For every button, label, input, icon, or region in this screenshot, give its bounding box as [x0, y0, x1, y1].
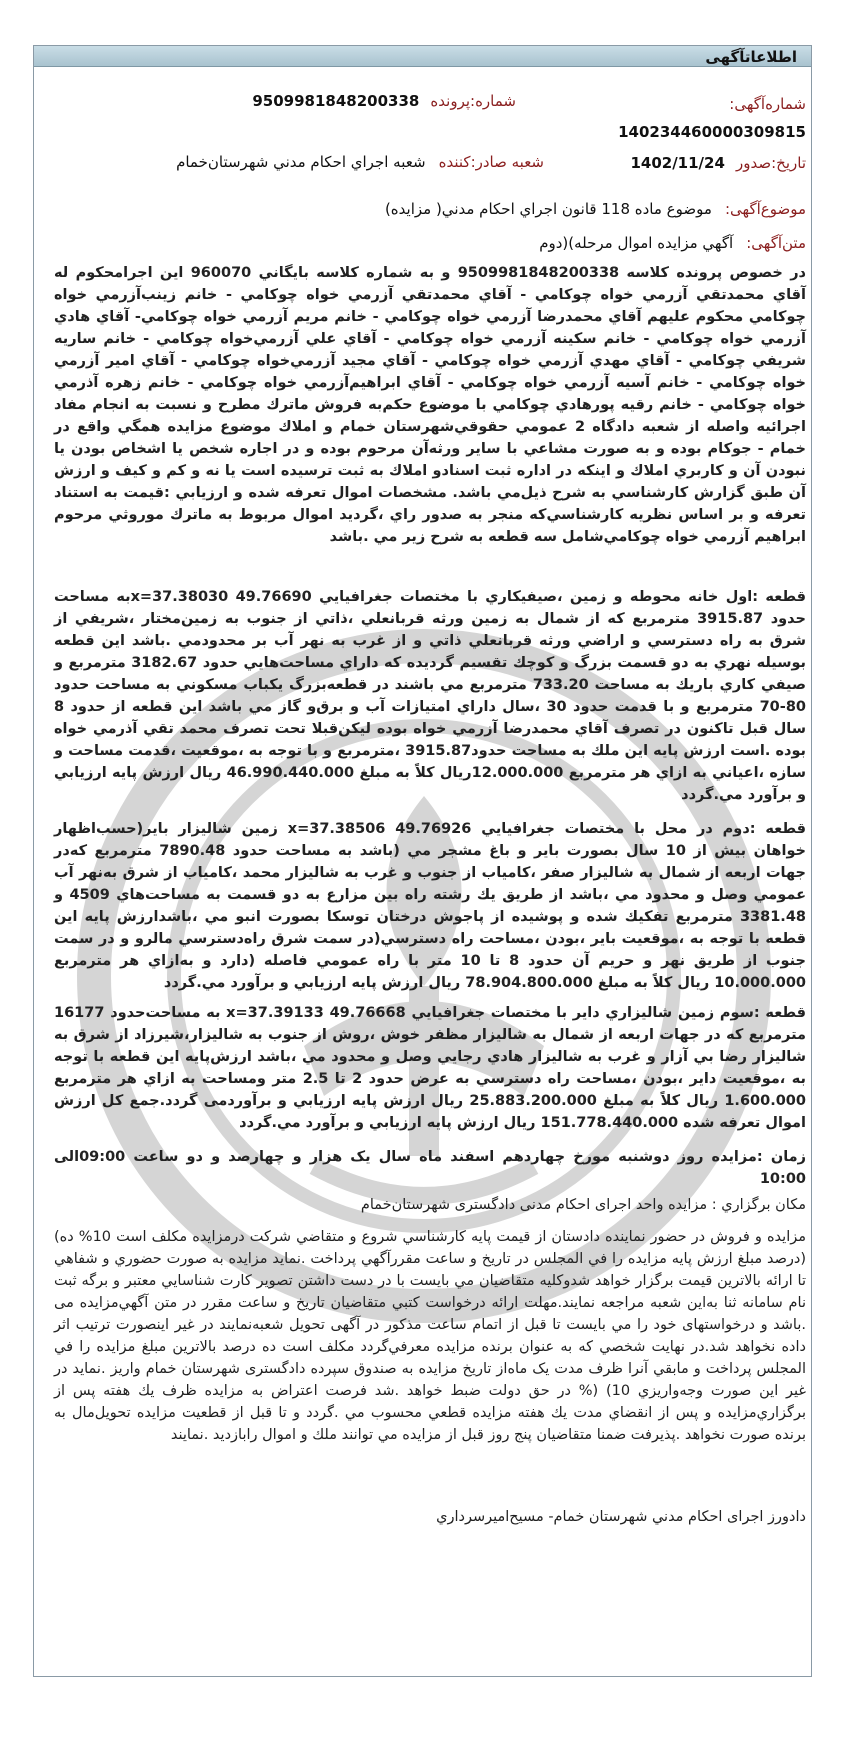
- auction-conditions: مزايده و فروش در حضور نماينده دادستان از قيمت پايه كارشناسي شروع و متقاضي شركت درمزايده مكلف است 10% ده) (درصد مبلغ ارزش پايه مزايده را في المجلس در تاريخ و ساعت مقررآگهي پرداخت .نمايد مزايده به صورت حضوري و شفاهي تا ارائه بالاترين قيمت برگزار خواهد شدوكليه متقاضيان مي بايست با در دست داشتن تصوير كارت شناسايي معتبر و برگه ثبت نام سامانه ثنا به‌اين شعبه مراجعه نمايند.مهلت ارائه درخواست كتبي متقاضيان تاريخ و ساعت مقرر در متن آگهي‌مزايده مى .باشد و درخواستهاى خود را مي بايست تا قبل از اتمام ساعت مذكور در آگهى تحويل شعبه‌نمايند در غير اينصورت ترتيب اثر داده نخواهد شد.در نهايت شخصي كه به عنوان برنده مزايده معرفي‌گردد مكلف است ده درصد بالاترين مبلغ مزايده را في المجلس پرداخت و مابقي آنرا ظرف مدت يک ماه‌از تاريخ مزايده به صندوق سپرده دادگسترى شهرستان خمام واريز .نمايد در غير اين صورت وجه‌واريزي 10) (% در حق دولت ضبط خواهد .شد فرصت اعتراض به مزايده ظرف يك هفته پس از برگزاري‌مزايده و پس از انقضاي مدت يك هفته مزايده قطعي محسوب مي .گردد و تا قبل از قطعيت مزايده تحويل‌مال به برنده صورت نخواهد .پذيرفت ضمنا متقاضيان پنج روز قبل از مزايده مي توانند ملك و اموال رابازديد .نمايند: [54, 1229, 806, 1443]
- ad-number-value-row: [618, 122, 806, 141]
- ad-number-row: [729, 94, 806, 113]
- venue-paragraph: [54, 1194, 806, 1216]
- ad-number: 140234460000309815: [618, 123, 806, 141]
- intro-text: در خصوص پرونده كلاسه 9509981848200338 و به شماره كلاسه بايگاني 960070 اين اجرامحكوم له آقاي محمدتقي آزرمي خواه چوكامي - آقاي محمدتقي آزرمي خواه چوكامي - خانم زينب‌آزرمي خواه چوكامي محكوم عليهم آقاي محمدرضا آزرمي خواه چوكامي - خانم مريم آزرمي خواه چوكامي- آقاي هادي آزرمي خواه چوكامي - خانم سكينه آزرمي خواه چوكامي - آقاي علي آزرمي‌خواه چوكامي - خانم ساريه شريفي چوكامي - آقاي مهدي آزرمي خواه چوكامي - آقاي مجيد آزرمي‌خواه چوكامي - آقاي امير آزرمي خواه چوكامي - خانم آسيه آزرمي خواه چوكامي - آقاي ابراهيم‌آزرمي خواه چوكامي - خانم زهره آذرمي خواه چوكامي - خانم رقيه پورهادي چوكامي با موضوع حكم‌به فروش ماترك مطرح و نسبت به انجام مفاد اجرائيه واصله از شعبه دادگاه 2 عمومي حقوقي‌شهرستان خمام و املاك موضوع مزايده همگي واقع در خمام - جوكام بوده و به صورت مشاعي با ساير ورثه‌آن مرحوم بوده و در اجاره شخص يا اشخاص بودن يا نبودن آن و كاربري املاك و اينكه در اداره ثبت اسنادو املاك به ثبت ترسيده است يا نه و كم و كيف و ارزش آن طبق گزارش كارشناسي به شرح ذيل‌مي باشد. مشخصات اموال تعرفه شده و ارزيابي :قيمت به استناد تعرفه و بر اساس نظريه كارشناسي‌كه منجر به صدور راي ،گرديد اموال مربوط به ماترك موروثي مرحوم ابراهيم آزرمي خواه چوكامي‌شامل سه قطعه به شرح زير مي .باشد: [54, 265, 807, 545]
- signature: دادورز اجراى احكام مدني شهرستان خمام- مسيح‌اميرسرداري: [436, 1509, 806, 1525]
- time-paragraph: [54, 1146, 806, 1190]
- panel-title: اطلاعاتآگهی: [705, 48, 797, 66]
- auction-venue: مکان برگزاري : مزايده واحد اجراى احكام مدنى دادگسترى شهرستان‌خمام: [360, 1197, 806, 1213]
- subject: موضوع ماده 118 قانون اجراي احكام مدني( مزايده): [384, 200, 712, 218]
- signature-paragraph: [54, 1506, 806, 1528]
- intro-paragraph: [54, 262, 806, 548]
- auction-time: زمان :مزايده روز دوشنبه مورخ چهاردهم اسفند ماه سال یک هزار و چهارصد و دو ساعت 09:00الی 10:00: [54, 1149, 806, 1187]
- case-number: 9509981848200338: [252, 92, 420, 110]
- ad-content: [54, 66, 806, 1666]
- issue-date: 1402/11/24: [630, 154, 725, 172]
- plot2-paragraph: [54, 818, 806, 994]
- subject-label: موضوع‌آگهی:: [725, 200, 806, 218]
- case-number-label: شماره:پرونده: [430, 92, 516, 110]
- text-label: متن‌آگهی:: [746, 234, 806, 252]
- ad-info-panel: [33, 45, 812, 1677]
- text-title-row: [539, 233, 806, 252]
- case-number-row: [252, 91, 516, 110]
- plot1-paragraph: [54, 586, 806, 806]
- plot2-text: قطعه :دوم در محل با مختصات جغرافيايي 49.76926 x=37.38506 زمين شاليزار باير(حسب‌اظهار خواهان بيش از 10 سال بصورت باير و باغ مشجر مي (باشد به مساحت حدود 7890.48 مترمربع كه‌در جهات اربعه از شمال به شاليزار صفر ،كامياب از جنوب و غرب به شاليزار محمد ،كامياب از شرق به‌نهر آب عمومي وصل و محدود مي ،باشد از طريق يك رشته راه بين مزارع به دو قسمت به مساحت‌هاي 4509 و 3381.48 مترمربع تفكيك شده و پوشيده از پاجوش درختان توسكا بصورت انبو مي ،باشدارزش پايه اين قطعه با توجه به ،موقعيت باير ،بودن ،مساحت راه دسترسي(در سمت شرق راه‌دسترسي مالرو و در سمت جنوب از طريق نهر و حريم آن حدود 8 تا 10 متر با راه عمومي فاصله (دارد و به‌ازاي هر مترمربع 10.000.000 ريال كلاً به مبلغ 78.904.800.000 ريال ارزش پايه ارزيابي و برآورد مي.گردد: [54, 821, 806, 991]
- text-title: آگهي مزايده اموال مرحله)(دوم: [539, 234, 734, 252]
- issuer-row: [176, 152, 544, 171]
- subject-row: [385, 199, 806, 218]
- plot1-text: قطعه :اول خانه محوطه و زمين ،صيفيكاري با مختصات جغرافيايي 49.76690 x=37.38030به مساحت حدود 3915.87 مترمربع كه از شمال به زمين ورثه قربانعلي ،ذاتي از جنوب به زمين‌مختار ،شريفي از شرق به راه دسترسي و اراضي ورثه قربانعلي ذاتي و از غرب به نهر آب بر محدودمي .باشد اين قطعه بوسيله نهري به دو قسمت بزرگ و كوچك تقسيم گرديده كه داراي مساحت‌هايي حدود 3182.67 مترمربع و صيفي كاري باريك به مساحت 733.20 مترمربع مي باشند در قطعه‌بزرگ يكباب مسكوني به مساحت حدود 80-70 مترمربع و با قدمت حدود 30 ،سال داراي امتيازات آب و برق‌و گاز مي باشد اين قطعه از حدود 8 سال قبل تاكنون در تصرف آقاي محمدرضا آزرمي خواه بوده ليكن‌قبلا تحت تصرف محمد تقي آذرمي خواه بوده .است ارزش پايه اين ملك به مساحت حدود3915.87 ،مترمربع و با توجه به ،موقعيت ،قدمت مساحت و سازه ،اعياني به ازاي هر مترمربع 12.000.000ريال كلاً به مبلغ 46.990.440.000 ريال ارزش پايه ارزيابي و برآورد مي.گردد: [54, 589, 807, 803]
- plot3-paragraph: [54, 1002, 806, 1134]
- issue-date-row: [630, 153, 806, 172]
- plot3-text: قطعه :سوم زمين شاليزاري داير با مختصات جغرافيايي 49.76668 x=37.39133 به مساحت‌حدود 16177 مترمربع كه در جهات اربعه از شمال به شاليزار مظفر خوش ،روش از جنوب به شاليزار،شيرزاد از شرق به شاليزار رضا بي آزار و غرب به شاليزار هادي رجايي وصل و محدود مي ،باشد ارزش‌پايه اين قطعه با توجه به ،موقعيت داير ،بودن ،مساحت راه دسترسي به عرض حدود 2 تا 2.5 متر ومساحت به ازاي هر مترمربع 1.600.000 ريال كلاً به مبلغ 25.883.200.000 ريال ارزش پايه ارزيابي و برآوردمی گردد.جمع كل ارزش اموال تعرفه شده 151.778.440.000 ريال ارزش پايه ارزيابي و برآورد مي.گردد: [54, 1005, 806, 1131]
- issue-date-label: تاريخ:صدور: [736, 154, 806, 172]
- issuer-label: شعبه صادر:كننده: [438, 153, 544, 171]
- ad-number-label: شماره‌آگهی:: [729, 95, 806, 113]
- conditions-paragraph: [54, 1226, 806, 1446]
- issuer: شعبه اجراي احكام مدني شهرستان‌خمام: [176, 153, 426, 171]
- panel-header: [34, 46, 811, 67]
